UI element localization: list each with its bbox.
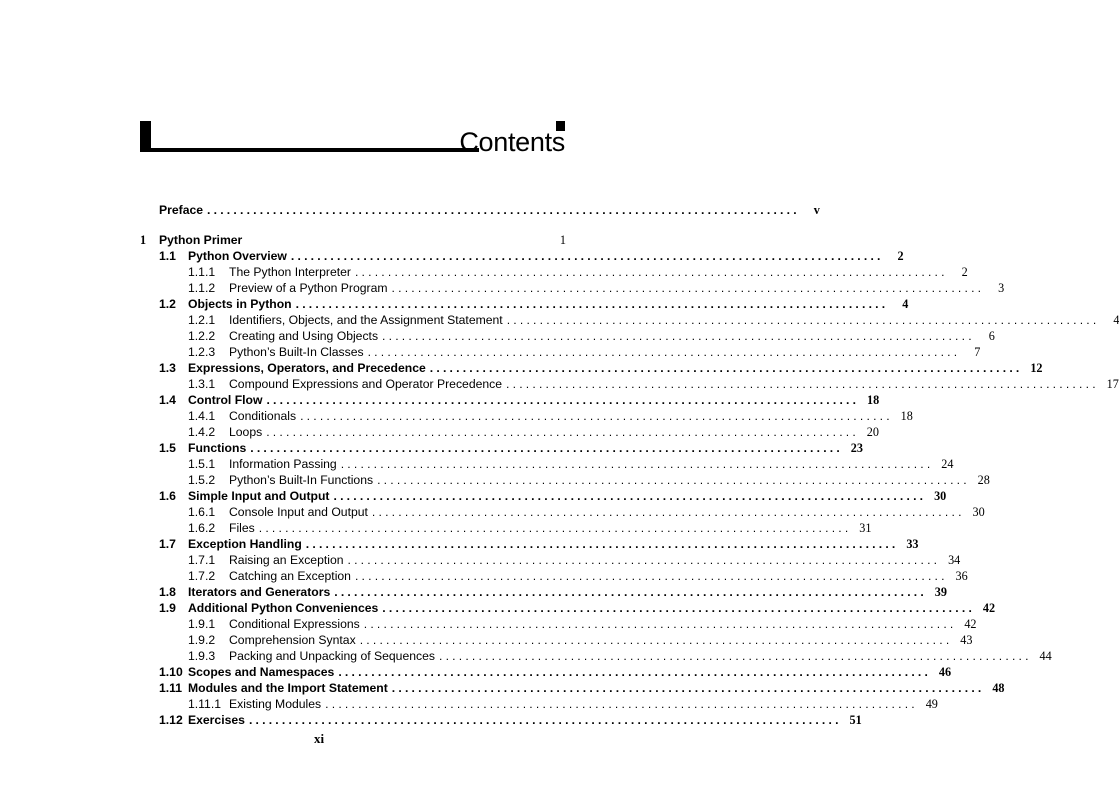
toc-entry-title: Information Passing [229, 457, 337, 471]
toc-subsection-entry[interactable] [140, 552, 961, 568]
toc-entry-number: 1.5 [159, 441, 176, 455]
toc-entry-page: 4 [902, 297, 909, 311]
dot-leader: .......................................................................................... [248, 713, 842, 727]
dot-leader: .......................................................................................... [325, 697, 918, 711]
toc-entry-page: 20 [866, 425, 879, 439]
dot-leader: .......................................................................................... [340, 457, 934, 471]
toc-entry-page: 49 [925, 697, 938, 711]
toc-entry-title: Simple Input and Output [188, 489, 330, 503]
header-rule [140, 148, 479, 152]
toc-subsection-entry[interactable] [140, 696, 938, 712]
toc-entry-page: 39 [934, 585, 947, 599]
toc-entry-title: Raising an Exception [229, 553, 344, 567]
page-title: Contents [459, 127, 565, 157]
toc-entry-title: Existing Modules [229, 697, 322, 711]
toc-subsection-entry[interactable] [140, 424, 879, 440]
toc-entry-number: 1.2.1 [188, 313, 216, 327]
dot-leader: .......................................................................................... [429, 361, 1023, 375]
toc-subsection-entry[interactable] [140, 376, 1119, 392]
dot-leader: .......................................................................................... [354, 265, 948, 279]
toc-section-entry[interactable] [140, 248, 904, 264]
toc-entry-title: Functions [188, 441, 247, 455]
toc-entry-title: Comprehension Syntax [229, 633, 356, 647]
toc-entry-number: 1.9.2 [188, 633, 216, 647]
toc-entry-title: Conditionals [229, 409, 297, 423]
dot-leader: .......................................................................................... [266, 393, 860, 407]
toc-preface-page: v [813, 203, 820, 217]
toc-entry-page: 7 [974, 345, 981, 359]
toc-entry-number: 1.6 [159, 489, 176, 503]
toc-entry-page: 30 [972, 505, 985, 519]
dot-leader: .......................................................................................... [305, 537, 899, 551]
toc-entry-number: 1.5.1 [188, 457, 216, 471]
toc-entry-title: Conditional Expressions [229, 617, 360, 631]
toc-chapter-title: Python Primer [159, 233, 243, 247]
toc-subsection-entry[interactable] [140, 616, 977, 632]
dot-leader: .......................................................................................... [391, 681, 985, 695]
toc-section-entry[interactable] [140, 680, 1005, 696]
toc-entry-number: 1.9.3 [188, 649, 216, 663]
toc-entry-number: 1.3.1 [188, 377, 216, 391]
toc-section-entry[interactable] [140, 600, 996, 616]
toc-entry-page: 6 [988, 329, 995, 343]
dot-leader: .......................................................................................... [438, 649, 1032, 663]
toc-entry-number: 1.3 [159, 361, 176, 375]
toc-subsection-entry[interactable] [140, 472, 990, 488]
toc-entry-title: Exception Handling [188, 537, 302, 551]
toc-entry-number: 1.6.1 [188, 505, 216, 519]
toc-entry-title: Objects in Python [188, 297, 292, 311]
toc-entry-title: Catching an Exception [229, 569, 351, 583]
toc-entry-number: 1.4.1 [188, 409, 216, 423]
toc-subsection-entry[interactable] [140, 504, 985, 520]
toc-entry-number: 1.6.2 [188, 521, 216, 535]
toc-entry-title: Expressions, Operators, and Precedence [188, 361, 426, 375]
toc-entry-number: 1.7 [159, 537, 176, 551]
toc-section-entry[interactable] [140, 440, 863, 456]
dot-leader: .......................................................................................... [359, 633, 953, 647]
dot-leader: .......................................................................................... [367, 345, 961, 359]
toc-entry-title: Files [229, 521, 255, 535]
toc-section-entry[interactable] [140, 488, 947, 504]
toc-entry-title: Loops [229, 425, 263, 439]
toc-entry-page: 42 [964, 617, 977, 631]
toc-entry-page: 2 [961, 265, 968, 279]
toc-entry-title: Packing and Unpacking of Sequences [229, 649, 435, 663]
toc-subsection-entry[interactable] [140, 280, 1005, 296]
dot-leader: .......................................................................................... [347, 553, 941, 567]
toc-entry-title: Control Flow [188, 393, 263, 407]
toc-entry-page: 48 [992, 681, 1005, 695]
toc-entry-title: Exercises [188, 713, 245, 727]
toc-section-entry[interactable] [140, 392, 880, 408]
toc-entry-number: 1.1.1 [188, 265, 216, 279]
toc-entry-page: 28 [977, 473, 990, 487]
dot-leader: .......................................................................................... [258, 521, 852, 535]
toc-entry-number: 1.1 [159, 249, 176, 263]
page-number: xi [313, 731, 325, 746]
toc-entry-title: Creating and Using Objects [229, 329, 379, 343]
toc-entry-page: 42 [982, 601, 996, 615]
dot-leader: .......................................................................................... [382, 601, 976, 615]
toc-entry-number: 1.11 [159, 681, 183, 695]
toc-entry-title: The Python Interpreter [229, 265, 351, 279]
toc-subsection-entry[interactable] [140, 408, 913, 424]
toc-subsection-entry[interactable] [140, 568, 968, 584]
dot-leader: .......................................................................................... [300, 409, 893, 423]
toc-entry-page: 2 [897, 249, 904, 263]
toc-subsection-entry[interactable] [140, 328, 995, 344]
toc-preface[interactable] [140, 202, 820, 218]
toc-section-entry[interactable] [140, 296, 909, 312]
toc-entry-title: Preview of a Python Program [229, 281, 388, 295]
toc-entry-number: 1.7.1 [188, 553, 216, 567]
dot-leader: .......................................................................................... [333, 489, 927, 503]
toc-section-entry[interactable] [140, 536, 919, 552]
toc-entry-title: Identifiers, Objects, and the Assignment Statement [229, 313, 503, 327]
dot-leader: .......................................................................................... [391, 281, 985, 295]
dot-leader: .......................................................................................... [266, 425, 859, 439]
toc-section-entry[interactable] [140, 584, 947, 600]
toc-entry-title: Python’s Built-In Functions [229, 473, 374, 487]
toc-entries [140, 248, 1119, 728]
toc-entry-number: 1.7.2 [188, 569, 216, 583]
dot-leader: .......................................................................................... [338, 665, 932, 679]
dot-leader: .......................................................................................... [506, 377, 1099, 391]
toc-entry-number: 1.4.2 [188, 425, 216, 439]
toc-subsection-entry[interactable] [140, 344, 981, 360]
toc-chapter-number: 1 [140, 233, 147, 247]
dot-leader: .......................................................................................... [363, 617, 957, 631]
toc-preface-title: Preface [159, 203, 204, 217]
toc-entry-number: 1.2.3 [188, 345, 216, 359]
toc-entry-page: 44 [1039, 649, 1052, 663]
toc-entry-page: 34 [948, 553, 961, 567]
toc-entry-number: 1.1.2 [188, 281, 216, 295]
toc-entry-page: 3 [998, 281, 1005, 295]
toc-entry-title: Additional Python Conveniences [188, 601, 379, 615]
dot-leader: .......................................................................................... [382, 329, 975, 343]
toc-entry-title: Console Input and Output [229, 505, 368, 519]
toc-entry-number: 1.11.1 [188, 697, 221, 711]
toc-subsection-entry[interactable] [140, 312, 1119, 328]
toc-section-entry[interactable] [140, 664, 952, 680]
toc-entry-page: 33 [906, 537, 919, 551]
toc-section-entry[interactable] [140, 360, 1043, 376]
toc-entry-title: Iterators and Generators [188, 585, 331, 599]
toc-entry-title: Scopes and Namespaces [188, 665, 335, 679]
table-of-contents [140, 202, 1119, 728]
dot-leader: .......................................................................................... [377, 473, 970, 487]
toc-entry-page: 18 [900, 409, 913, 423]
toc-entry-page: 36 [955, 569, 968, 583]
toc-subsection-entry[interactable] [140, 648, 1052, 664]
toc-entry-page: 12 [1030, 361, 1043, 375]
toc-entry-title: Python’s Built-In Classes [229, 345, 364, 359]
toc-entry-number: 1.2 [159, 297, 176, 311]
dot-leader: .......................................................................................... [371, 505, 965, 519]
toc-entry-page: 30 [934, 489, 947, 503]
toc-entry-page: 31 [859, 521, 872, 535]
toc-subsection-entry[interactable] [140, 632, 973, 648]
toc-entry-number: 1.9.1 [188, 617, 216, 631]
dot-leader: .......................................................................................... [334, 585, 927, 599]
toc-entry-title: Modules and the Import Statement [188, 681, 388, 695]
toc-entry-page: 17 [1106, 377, 1119, 391]
toc-subsection-entry[interactable] [140, 520, 872, 536]
toc-subsection-entry[interactable] [140, 264, 968, 280]
dot-leader: .......................................................................................... [207, 203, 800, 217]
toc-entry-number: 1.2.2 [188, 329, 216, 343]
dot-leader: .......................................................................................... [354, 569, 948, 583]
dot-leader: .......................................................................................... [290, 249, 884, 263]
toc-chapter[interactable] [140, 232, 566, 248]
toc-entry-page: 46 [938, 665, 952, 679]
dot-leader: .......................................................................................... [506, 313, 1100, 327]
toc-entry-page: 24 [941, 457, 954, 471]
toc-entry-number: 1.5.2 [188, 473, 216, 487]
dot-leader: .......................................................................................... [250, 441, 843, 455]
toc-entry-number: 1.4 [159, 393, 176, 407]
toc-entry-page: 18 [867, 393, 880, 407]
toc-section-entry[interactable] [140, 712, 862, 728]
toc-subsection-entry[interactable] [140, 456, 954, 472]
toc-entry-number: 1.9 [159, 601, 176, 615]
toc-entry-title: Compound Expressions and Operator Precedence [229, 377, 503, 391]
toc-entry-page: 4 [1113, 313, 1119, 327]
toc-entry-page: 51 [849, 713, 862, 727]
toc-entry-number: 1.12 [159, 713, 183, 727]
toc-entry-page: 43 [960, 633, 973, 647]
dot-leader: .......................................................................................... [295, 297, 889, 311]
toc-entry-title: Python Overview [188, 249, 287, 263]
toc-entry-number: 1.10 [159, 665, 183, 679]
toc-chapter-page: 1 [559, 233, 566, 247]
toc-entry-page: 23 [850, 441, 863, 455]
toc-entry-number: 1.8 [159, 585, 176, 599]
